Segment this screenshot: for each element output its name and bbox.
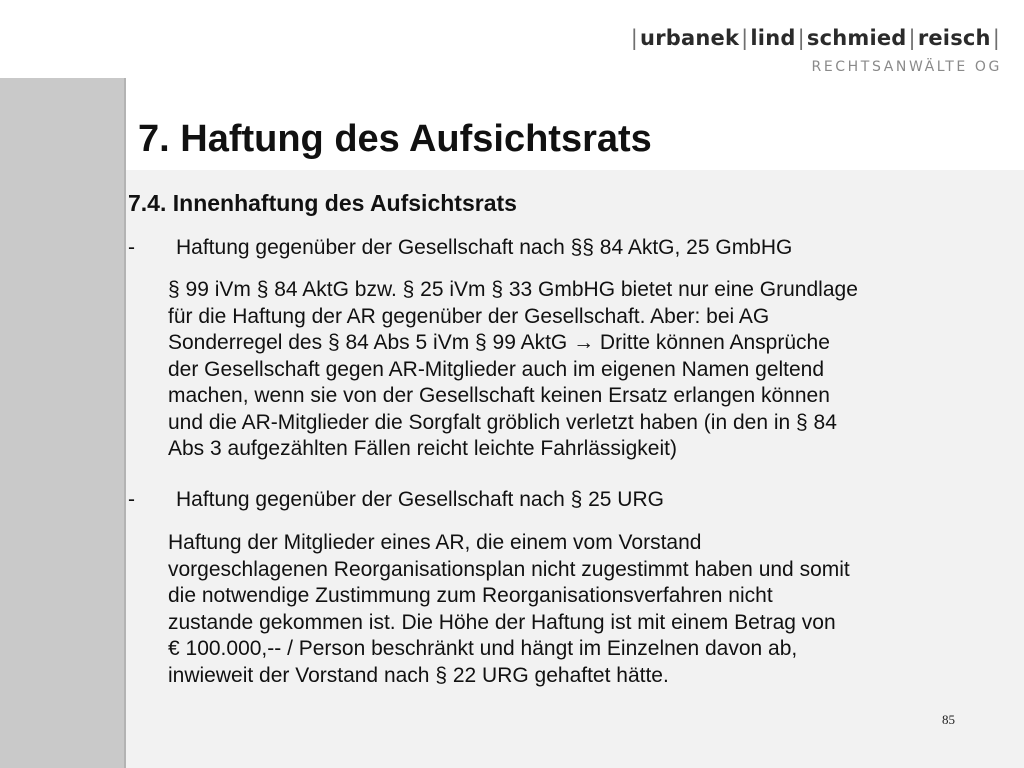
- bullet-body-2: Haftung der Mitglieder eines AR, die einem vom Vorstand vorgeschlagenen Reorganisationsplan nicht zugestimmt haben und somit die notwendige Zustimmung zum Reorganisationsverfahren nicht zustande gekommen ist. Die Höhe der Haftung ist mit einem Betrag von € 100.000,-- / Person beschränkt und hängt im Einzelnen davon ab, inwieweit der Vorstand nach § 22 URG gehaftet hätte.: [168, 531, 850, 687]
- bullet-heading-text: Haftung gegenüber der Gesellschaft nach § 25 URG: [176, 488, 664, 511]
- bullet-heading-1: [128, 236, 792, 260]
- bullet-dash: -: [128, 236, 135, 259]
- logo-name-schmied: schmied: [806, 26, 907, 50]
- section-heading: 7.4. Innenhaftung des Aufsichtsrats: [128, 190, 517, 216]
- page-number: 85: [942, 712, 955, 727]
- bullet-body-1: § 99 iVm § 84 AktG bzw. § 25 iVm § 33 GmbHG bietet nur eine Grundlage für die Haftung der AR gegenüber der Gesellschaft. Aber: bei AG Sonderregel des § 84 Abs 5 iVm § 99 AktG → Dritte können Ansprüche der Gesellschaft gegen AR-Mitglieder auch im eigenen Namen geltend machen, wenn sie von der Gesellschaft keinen Ersatz erlangen können und die AR-Mitglieder die Sorgfalt gröblich verletzt haben (in den in § 84 Abs 3 aufgezählten Fällen reicht leichte Fahrlässigkeit): [168, 278, 858, 460]
- bullet-dash: -: [128, 488, 135, 511]
- logo-separator: |: [908, 26, 916, 50]
- bullet-heading-2: [128, 488, 664, 512]
- logo-separator: |: [741, 26, 749, 50]
- bullet-heading-text: Haftung gegenüber der Gesellschaft nach §§ 84 AktG, 25 GmbHG: [176, 236, 793, 259]
- logo-name-reisch: reisch: [917, 26, 991, 50]
- firm-logo: [629, 26, 1002, 75]
- logo-separator: |: [992, 26, 1000, 50]
- logo-separator: |: [630, 26, 639, 50]
- firm-logo-subtitle: RECHTSANWÄLTE OG: [811, 59, 1002, 75]
- logo-name-lind: lind: [750, 26, 796, 50]
- logo-name-urbanek: urbanek: [640, 26, 740, 50]
- slide-title: 7. Haftung des Aufsichtsrats: [138, 118, 652, 160]
- firm-logo-names: [629, 26, 1002, 50]
- logo-separator: |: [797, 26, 805, 50]
- left-decorative-bar: [0, 78, 124, 768]
